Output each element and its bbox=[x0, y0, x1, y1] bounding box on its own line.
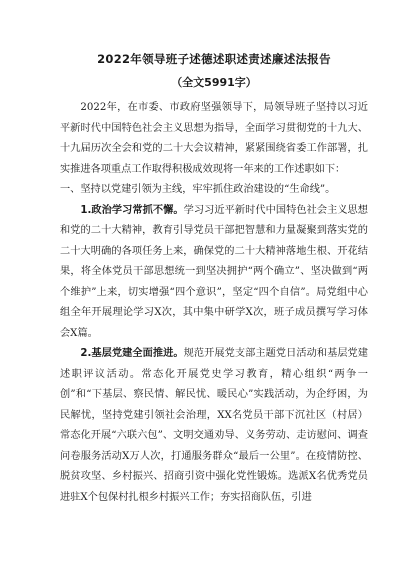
item-2-paragraph bbox=[60, 344, 368, 508]
item-2-lead: 2.基层党建全面推进。 bbox=[80, 348, 184, 359]
document-subtitle: （全文5991字） bbox=[171, 76, 257, 89]
item-1-paragraph bbox=[60, 201, 368, 345]
item-2-body: 规范开展党支部主题党日活动和基层党建述职评议活动。常态化开展党史学习教育，精心组织“两争一创”和“下基层、察民情、解民忧、暖民心”实践活动，为企纾困，为民解忧，坚持党建引领社会治理，XX名党员干部下沉社区（村居）常态化开展“六联六包”、文明交通劝导、义务劳动、走访慰问、调查问卷服务活动X万人次，打通服务群众“最后一公里”。在疫情防控、脱贫攻坚、乡村振兴、招商引资中强化党性锻炼。选派X名优秀党员进驻X个包保村扎根乡村振兴工作；夯实招商队伍，引进 bbox=[60, 348, 368, 503]
item-1-body: 学习习近平新时代中国特色社会主义思想和党的二十大精神，教育引导党员干部把智慧和力量凝聚到落实党的二十大明确的各项任务上来，确保党的二十大精神落地生根、开花结果，将全体党员干部思想统一到坚决拥护“两个确立”、坚决做到“两个维护”上来，切实增强“四个意识”，坚定“四个自信”。局党组中心组全年开展理论学习X次，其中集中研学X次，班子成员撰写学习体会X篇。 bbox=[60, 204, 368, 339]
section-heading-1: 一、坚持以党建引领为主线，牢牢抓住政治建设的“生命线”。 bbox=[60, 184, 336, 195]
intro-paragraph: 2022年，在市委、市政府坚强领导下，局领导班子坚持以习近平新时代中国特色社会主义思想为指导，全面学习贯彻党的十九大、十九届历次全会和党的二十大会议精神，紧紧围绕省委工作部署，扎实推进各项重点工作取得积极成效现将一年来的工作述职如下： bbox=[60, 102, 368, 175]
item-1-lead: 1.政治学习常抓不懈。 bbox=[80, 204, 184, 216]
document-title: 2022年领导班子述德述职述责述廉述法报告 bbox=[97, 52, 331, 66]
